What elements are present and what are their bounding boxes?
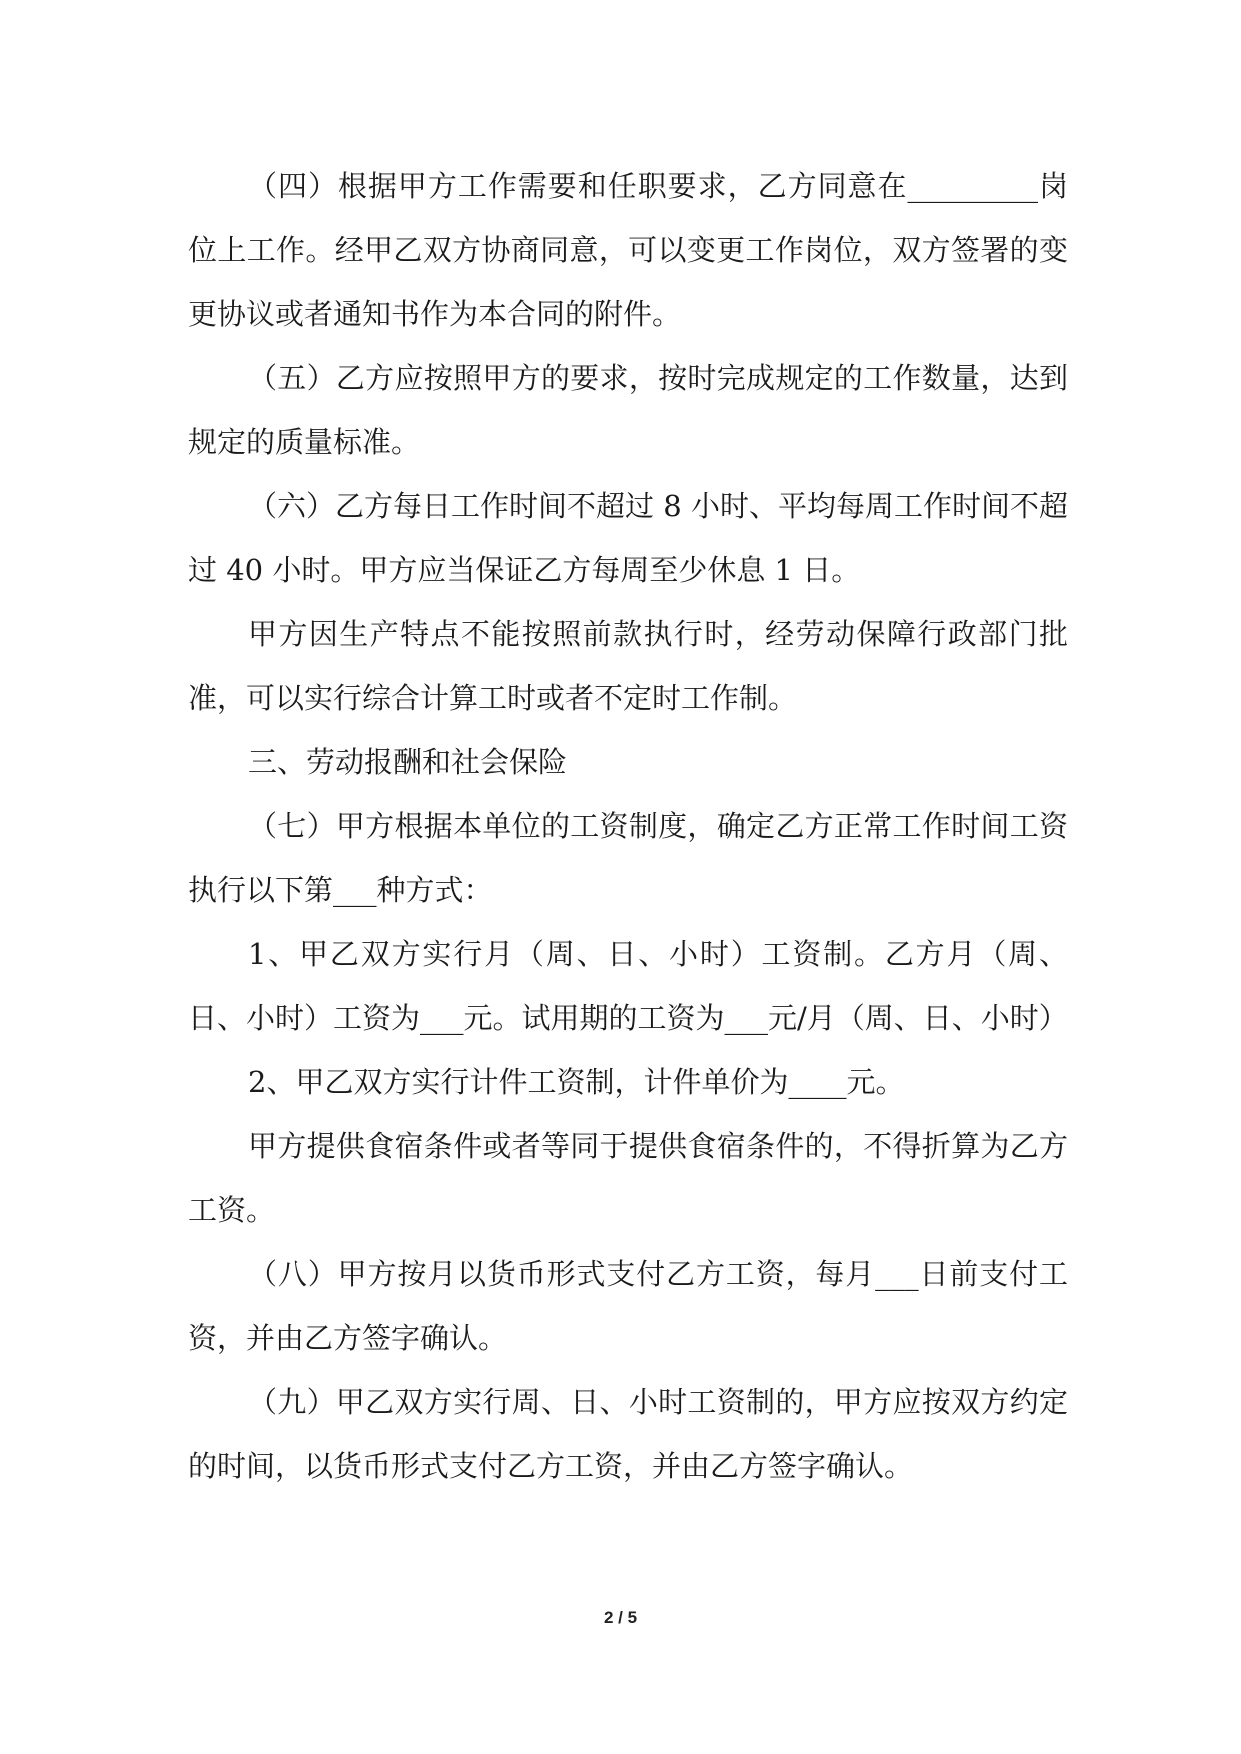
paragraph-clause-7: （七）甲方根据本单位的工资制度，确定乙方正常工作时间工资执行以下第___种方式： xyxy=(188,809,1068,907)
paragraph-clause-8: （八）甲方按月以货币形式支付乙方工资，每月___日前支付工资，并由乙方签字确认。 xyxy=(188,1257,1068,1355)
document-body xyxy=(188,154,1068,1498)
section-heading-remuneration: 三、劳动报酬和社会保险 xyxy=(248,745,568,779)
paragraph-clause-9: （九）甲乙双方实行周、日、小时工资制的，甲方应按双方约定的时间，以货币形式支付乙方工资，并由乙方签字确认。 xyxy=(188,1385,1068,1483)
page-number: 2 / 5 xyxy=(603,1608,638,1627)
paragraph-clause-4: （四）根据甲方工作需要和任职要求，乙方同意在_________岗位上工作。经甲乙双方协商同意，可以变更工作岗位，双方签署的变更协议或者通知书作为本合同的附件。 xyxy=(188,169,1068,331)
paragraph-clause-6: （六）乙方每日工作时间不超过 8 小时、平均每周工作时间不超过 40 小时。甲方应当保证乙方每周至少休息 1 日。 xyxy=(188,489,1068,587)
paragraph-clause-7-option-2: 2、甲乙双方实行计件工资制，计件单价为____元。 xyxy=(248,1065,905,1099)
paragraph-clause-6-note: 甲方因生产特点不能按照前款执行时，经劳动保障行政部门批准，可以实行综合计算工时或者不定时工作制。 xyxy=(188,617,1068,715)
paragraph-clause-7-note: 甲方提供食宿条件或者等同于提供食宿条件的，不得折算为乙方工资。 xyxy=(188,1129,1068,1227)
paragraph-clause-5: （五）乙方应按照甲方的要求，按时完成规定的工作数量，达到规定的质量标准。 xyxy=(188,361,1068,459)
paragraph-clause-7-option-1: 1、甲乙双方实行月（周、日、小时）工资制。乙方月（周、日、小时）工资为___元。试用期的工资为___元/月（周、日、小时） xyxy=(188,937,1068,1035)
